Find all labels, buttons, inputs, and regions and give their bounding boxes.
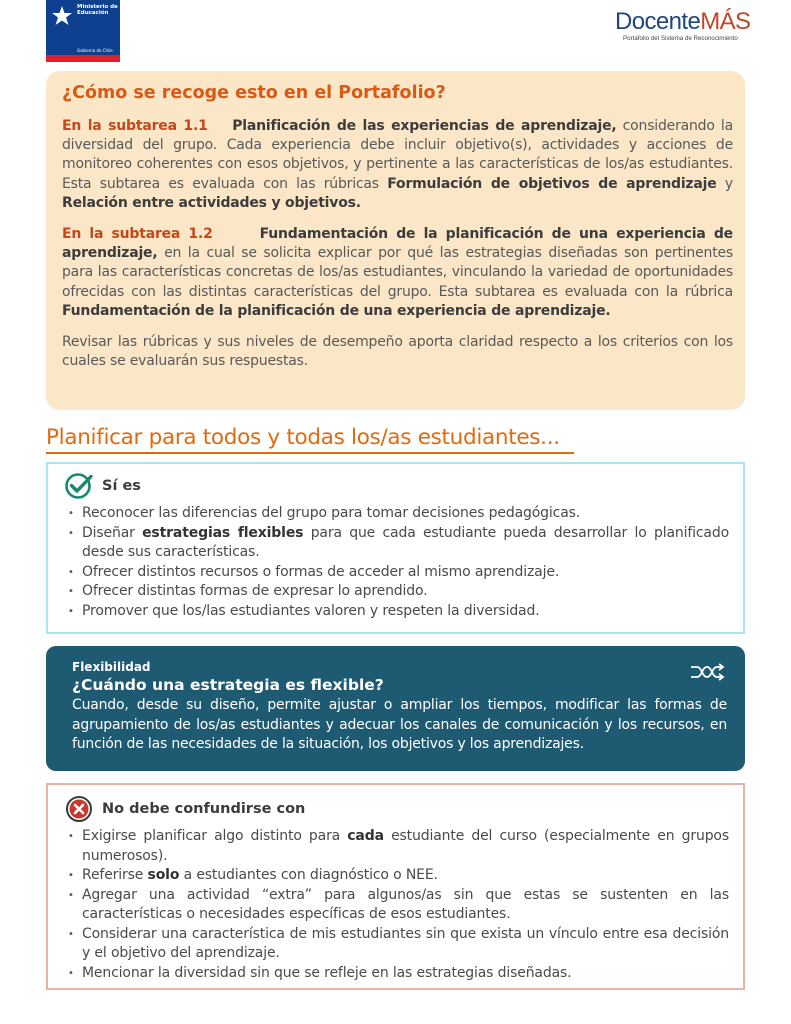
- portafolio-box: [46, 71, 745, 410]
- list-item: • Promover que los/las estudiantes valoren y respeten la diversidad.: [66, 602, 729, 622]
- flexibilidad-box: [46, 646, 745, 771]
- mineduc-logo: [46, 0, 120, 62]
- rubric-objetivos: Formulación de objetivos de aprendizaje: [387, 175, 717, 192]
- no-debe-label: No debe confundirse con: [102, 801, 306, 817]
- subtarea-1-2-title: Fundamentación de la planificación de una experiencia de aprendizaje,: [62, 226, 733, 262]
- list-item: • Ofrecer distintos recursos o formas de acceder al mismo aprendizaje.: [66, 563, 729, 583]
- list-item: • Reconocer las diferencias del grupo para tomar decisiones pedagógicas.: [66, 504, 729, 524]
- item-text: para que cada estudiante pueda desarrollar lo planificado desde sus características.: [82, 524, 729, 560]
- portafolio-title: ¿Cómo se recoge esto en el Portafolio?: [62, 83, 446, 103]
- list-item: • Mencionar la diversidad sin que se refleje en las estrategias diseñadas.: [66, 964, 729, 984]
- list-item: • Considerar una característica de mis estudiantes sin que exista un vínculo entre esa decisión y el objetivo del aprendizaje.: [66, 925, 729, 964]
- subtarea-1-2-paragraph: [62, 225, 733, 321]
- item-emphasis: solo: [147, 867, 180, 883]
- flexibilidad-question: ¿Cuándo una estrategia es flexible?: [72, 676, 384, 694]
- chile-star-icon: [49, 3, 75, 31]
- check-circle-icon: [64, 472, 94, 500]
- si-es-header: [64, 472, 141, 500]
- list-item: [66, 524, 729, 563]
- flexibilidad-kicker: Flexibilidad: [72, 660, 151, 674]
- subtarea-1-1-title: Planificación de las experiencias de aprendizaje,: [232, 118, 617, 134]
- docente-subtitle: Portafolio del Sistema de Reconocimiento: [623, 35, 738, 42]
- subtarea-1-2-text: en la cual se solicita explicar por qué las estrategias diseñadas son pertinentes para las características concretas de los/as estudiantes, vinculando la variedad de oportunidades ofrecidas con las distintas características del grupo. Esta subtarea es evaluada con la rúbrica: [62, 245, 733, 300]
- item-text: Exigirse planificar algo distinto para: [82, 828, 348, 844]
- section-heading: Planificar para todos y todas los/as estudiantes...: [46, 424, 574, 454]
- rubric-relacion: Relación entre actividades y objetivos.: [62, 194, 361, 211]
- flexible-arrows-icon: [689, 662, 727, 682]
- item-text: Diseñar: [82, 524, 143, 541]
- item-text: estudiante del curso (especialmente en grupos numerosos).: [82, 828, 729, 864]
- flexibilidad-body: Cuando, desde su diseño, permite ajustar o ampliar los tiempos, modificar las formas de agrupamiento de los/as estudiantes y adecuar los canales de comunicación y los recursos, en función de las necesidades de la situación, los objetivos y los aprendizajes.: [72, 697, 727, 752]
- subtarea-1-2-lead: En la subtarea 1.2: [62, 226, 213, 243]
- conjunction: y: [716, 175, 733, 192]
- no-debe-list: [66, 827, 729, 983]
- rubricas-note: Revisar las rúbricas y sus niveles de desempeño aporta claridad respecto a los criterios con los cuales se evaluarán sus respuestas.: [62, 334, 733, 370]
- docente-word: Docente: [615, 8, 701, 35]
- si-es-list: [66, 504, 729, 621]
- subtarea-1-1-lead: En la subtarea 1.1: [62, 118, 208, 134]
- item-emphasis: estrategias flexibles: [142, 524, 304, 541]
- item-text: Referirse: [82, 867, 148, 883]
- list-item: [66, 866, 729, 886]
- no-debe-header: [64, 795, 305, 823]
- subtarea-1-1-text: considerando la diversidad del grupo. Cada experiencia debe incluir objetivo(s), actividades y acciones de monitoreo coherentes con esos objetivos, y pertinente a las características de los/as estudiantes. Esta subtarea es evaluada con las rúbricas: [62, 118, 733, 192]
- item-text: a estudiantes con diagnóstico o NEE.: [179, 867, 438, 883]
- si-es-box: [46, 462, 745, 634]
- subtarea-1-1-paragraph: [62, 117, 733, 213]
- docente-mas-logo: [615, 8, 755, 48]
- item-emphasis: cada: [347, 828, 384, 844]
- si-es-label: Sí es: [102, 478, 141, 494]
- list-item: • Agregar una actividad “extra” para algunos/as sin que estas se sustenten en las características o necesidades específicas de esos estudiantes.: [66, 886, 729, 925]
- list-item: • Ofrecer distintas formas de expresar lo aprendido.: [66, 582, 729, 602]
- mineduc-name: Ministerio de Educación: [77, 4, 118, 16]
- docente-mas: MÁS: [700, 8, 751, 35]
- list-item: [66, 827, 729, 866]
- x-circle-icon: [64, 795, 94, 823]
- mineduc-gov: Gobierno de Chile: [77, 48, 113, 53]
- no-debe-box: [46, 783, 745, 990]
- rubric-fundamentacion: Fundamentación de la planificación de una experiencia de aprendizaje.: [62, 302, 611, 319]
